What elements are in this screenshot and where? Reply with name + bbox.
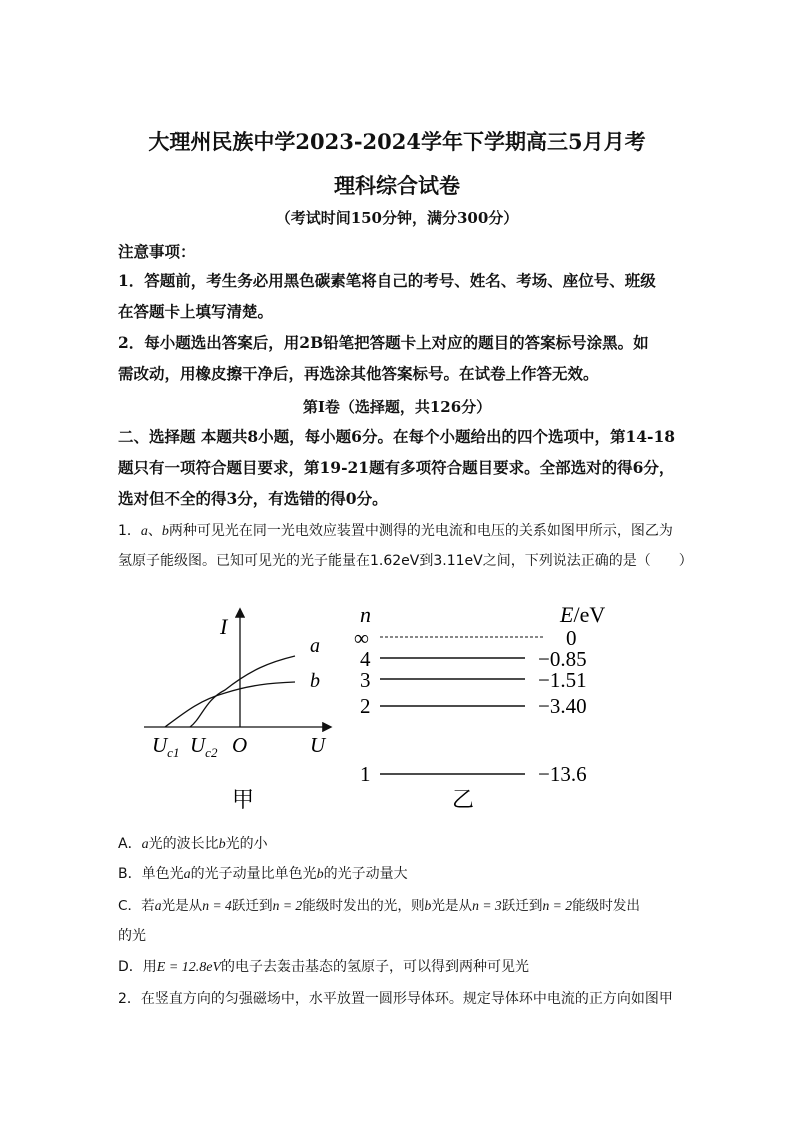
q1-option-c-line2: 的光 xyxy=(118,928,146,944)
level-3-n: 3 xyxy=(360,668,371,692)
note-2-line1: 2．每小题选出答案后，用2B铅笔把答题卡上对应的题目的答案标号涂黑。如 xyxy=(118,333,649,352)
level-4-n: 4 xyxy=(360,647,371,671)
exam-info: （考试时间150分钟，满分300分） xyxy=(275,209,519,227)
level-4-e: −0.85 xyxy=(538,647,587,671)
uc1-label: $U_{c1}$ xyxy=(152,733,180,760)
level-2-n: 2 xyxy=(360,694,371,718)
level-1-n: 1 xyxy=(360,762,371,786)
q1-option-b: B．单色光a的光子动量比单色光b的光子动量大 xyxy=(118,866,408,882)
curve-a xyxy=(190,656,295,727)
curve-b xyxy=(165,682,295,727)
notes-heading: 注意事项： xyxy=(118,242,196,261)
level-1-e: −13.6 xyxy=(538,762,587,786)
caption-jia: 甲 xyxy=(232,787,255,810)
exam-title-line2: 理科综合试卷 xyxy=(334,173,460,198)
q1-stem-line1: 1．a、b两种可见光在同一光电效应装置中测得的光电流和电压的关系如图甲所示，图乙为 xyxy=(118,523,673,539)
q1-stem-line2: 氢原子能级图。已知可见光的光子能量在1.62eV到3.11eV之间，下列说法正确的是（ ） xyxy=(118,553,693,569)
caption-yi: 乙 xyxy=(452,787,475,812)
level-inf-n: ∞ xyxy=(354,626,369,650)
level-inf-e: 0 xyxy=(566,626,577,650)
q1-option-a: A．a光的波长比b光的小 xyxy=(118,836,268,852)
section-title: 第Ⅰ卷（选择题，共126分） xyxy=(302,398,492,416)
curve-b-label: b xyxy=(310,670,320,692)
origin-label: O xyxy=(232,733,248,757)
q1-option-d: D．用E = 12.8eV的电子去轰击基态的氢原子，可以得到两种可见光 xyxy=(118,959,530,975)
note-1-line1: 1．答题前，考生务必用黑色碳素笔将自己的考号、姓名、考场、座位号、班级 xyxy=(118,271,656,290)
figure-jia xyxy=(140,600,350,810)
level-2-e: −3.40 xyxy=(538,694,587,718)
q1-option-c-line1: C．若a光是从n = 4跃迁到n = 2能级时发出的光，则b光是从n = 3跃迁到n = 2能级时发出 xyxy=(118,898,641,914)
uc2-label: $U_{c2}$ xyxy=(190,733,218,760)
section-intro-line1: 二、选择题 本题共8小题，每小题6分。在每个小题给出的四个选项中，第14-18 xyxy=(118,427,676,446)
q2-stem-line1: 2．在竖直方向的匀强磁场中，水平放置一圆形导体环。规定导体环中电流的正方向如图甲 xyxy=(118,991,673,1007)
note-2-line2: 需改动，用橡皮擦干净后，再选涂其他答案标号。在试卷上作答无效。 xyxy=(118,364,599,383)
curve-a-label: a xyxy=(310,635,320,657)
x-axis-label: U xyxy=(310,733,326,757)
section-intro-line2: 题只有一项符合题目要求，第19-21题有多项符合题目要求。全部选对的得6分， xyxy=(118,458,675,477)
n-header: n xyxy=(360,602,371,627)
section-intro-line3: 选对但不全的得3分，有选错的得0分。 xyxy=(118,489,388,508)
figure-yi xyxy=(350,600,630,815)
e-header: E/eV xyxy=(560,602,606,627)
y-axis-label: I xyxy=(220,614,228,639)
level-3-e: −1.51 xyxy=(538,668,587,692)
exam-title-line1: 大理州民族中学2023-2024学年下学期高三5月月考 xyxy=(148,129,646,154)
note-1-line2: 在答题卡上填写清楚。 xyxy=(118,302,274,321)
